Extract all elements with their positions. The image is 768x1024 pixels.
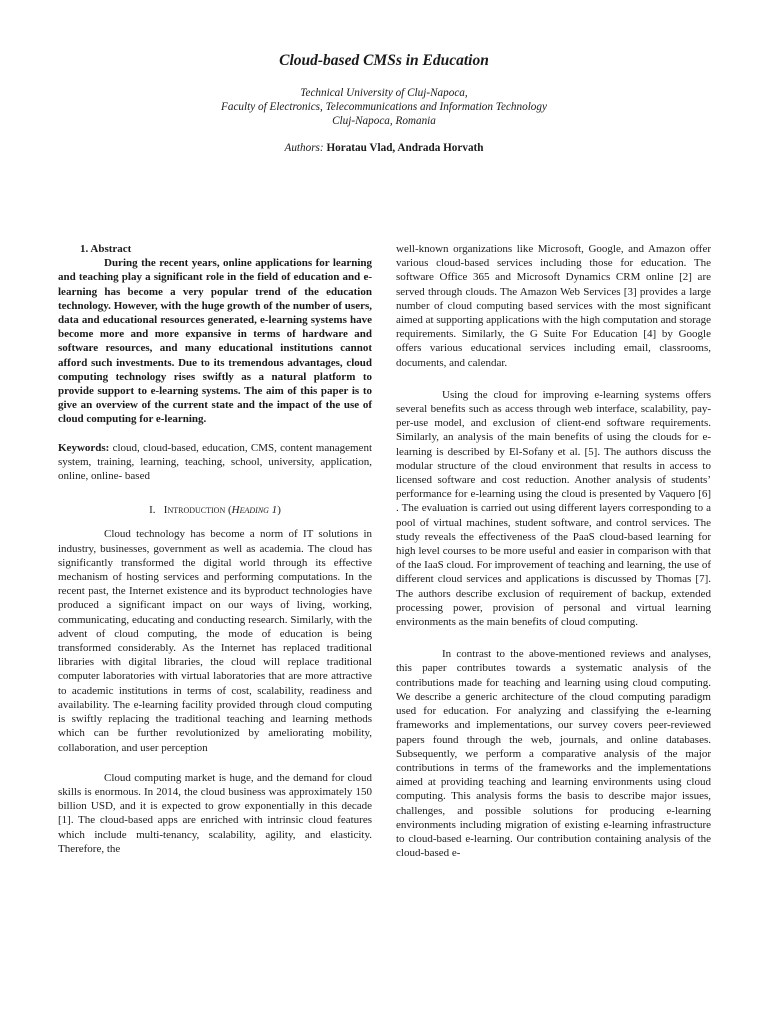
intro-paragraph: Cloud technology has become a norm of IT solutions in industry, businesses, government as well as academia. The cloud has significantly transformed the digital world through its effective mechanism of hosting services and performing computations. In the recent past, the Internet existence and its byproduct technologies have produced a significant impact on our ways of living, working, communicating, educating and conducting research. Similarly, with the advent of cloud computing, the mode of education is being transformed considerably. As the Internet has replaced traditional libraries with digital libraries, the cloud will replace traditional computer laboratories with virtual laboratories that are more attractive to academic institutions in terms of cost, scalability, readiness and availability. The e-learning facility provided through cloud computing is swiftly replacing the traditional teaching and learning methods which can be further revolutionized by ameliorating mobility, collaboration, and user perception bbox=[58, 528, 372, 754]
section-title: Introduction bbox=[163, 504, 226, 517]
body-paragraph: Using the cloud for improving e-learning systems offers several benefits such as access through web interface, scalability, pay-per-use model, and exclusion of client-end software requirements. Similarly, an analysis of the main benefits of using the clouds for e-learning is described by El-Sofany et al. [5]. The authors discuss the modular structure of the cloud environment that results in access to licensed software and cost reduction. Another analysis of students’ performance for e-learning using the cloud is presented by Vaquero [6] . The evaluation is carried out using different layers corresponding to a pool of virtual machines, student software, and control services. The study reveals the effectiveness of the PaaS cloud-based learning for high level courses to be more useful and easier in comparison with that of the IaaS cloud. For improvement of teaching and learning, the use of different cloud services and applications is discussed by Thomas [7]. The authors describe exclusion of requirement of backup, extended processing power, provision of personal and virtual learning environments as the main benefits of cloud computing. bbox=[396, 388, 711, 629]
body-paragraph: In contrast to the above-mentioned reviews and analyses, this paper contributes towards a systematic analysis of the contributions made for teaching and learning using cloud computing. We describe a generic architecture of the cloud computing paradigm used for education. For analyzing and classifying the e-learning frameworks and implementations, our survey covers peer-reviewed papers found through the web, journals, and online databases. Subsequently, we perform a comparative analysis of the major contributions in terms of the frameworks and the implementations aimed at providing teaching and learning environments using cloud computing. This analysis forms the basis to describe major issues, challenges, and possible solutions for producing e-learning environments including migration of existing e-learning infrastructure to cloud-based e-learning. Our contribution containing analysis of the cloud-based e- bbox=[396, 648, 711, 860]
keywords-paragraph bbox=[58, 441, 372, 484]
left-column bbox=[58, 242, 372, 856]
section-subtitle: Heading 1 bbox=[231, 504, 278, 517]
affiliation-block bbox=[0, 86, 768, 128]
abstract-heading: 1. Abstract bbox=[80, 243, 132, 255]
affiliation-line: Cluj-Napoca, Romania bbox=[332, 115, 436, 127]
intro-paragraph: Cloud computing market is huge, and the demand for cloud skills is enormous. In 2014, the cloud business was approximately 150 billion USD, and it is expected to grow exponentially in this decade [1]. The cloud-based apps are enriched with intrinsic cloud features which include multi-tenancy, scalability, agility, and elasticity. Therefore, the bbox=[58, 771, 372, 855]
section-open-paren: ( bbox=[227, 504, 232, 517]
section-heading-introduction bbox=[58, 503, 372, 517]
section-close-paren: ) bbox=[277, 504, 281, 517]
paper-title: Cloud-based CMSs in Education bbox=[279, 52, 489, 69]
body-paragraph: well-known organizations like Microsoft, Google, and Amazon offer various cloud-based services including those for education. The software Office 365 and Microsoft Dynamics CRM online [2] are served through clouds. The Amazon Web Services [3] provides a large number of cloud computing based services with the most significant aimed at supporting applications with the high computation and storage requirements. Similarly, the G Suite For Education [4] by Google offers various educational services including email, classrooms, documents, and calendar. bbox=[396, 243, 711, 369]
authors-names: Horatau Vlad, Andrada Horvath bbox=[326, 142, 484, 154]
abstract-body: During the recent years, online applications for learning and teaching play a significant role in the field of education and e-learning has become a very popular trend of the education technology. However, with the huge growth of the number of users, data and educational resources generated, e-learning systems have become more and more expansive in terms of hardware and software resources, and many educational institutions cannot afford such investments. Due to its tremendous advantages, cloud computing technology rises swiftly as a natural platform to provide support to e-learning systems. The aim of this paper is to give an overview of the current state and the impact of the use of cloud computing for e-learning. bbox=[58, 257, 372, 426]
keywords-label: Keywords: bbox=[58, 441, 110, 454]
affiliation-line: Technical University of Cluj-Napoca, bbox=[300, 87, 468, 99]
right-column bbox=[396, 242, 711, 860]
authors-label: Authors: bbox=[284, 142, 324, 154]
authors-line bbox=[0, 142, 768, 154]
keywords-text: cloud, cloud-based, education, CMS, content management system, training, learning, teaching, school, university, application, online, online- based bbox=[58, 441, 372, 483]
section-number: I. bbox=[149, 504, 156, 517]
affiliation-line: Faculty of Electronics, Telecommunications and Information Technology bbox=[221, 101, 547, 113]
